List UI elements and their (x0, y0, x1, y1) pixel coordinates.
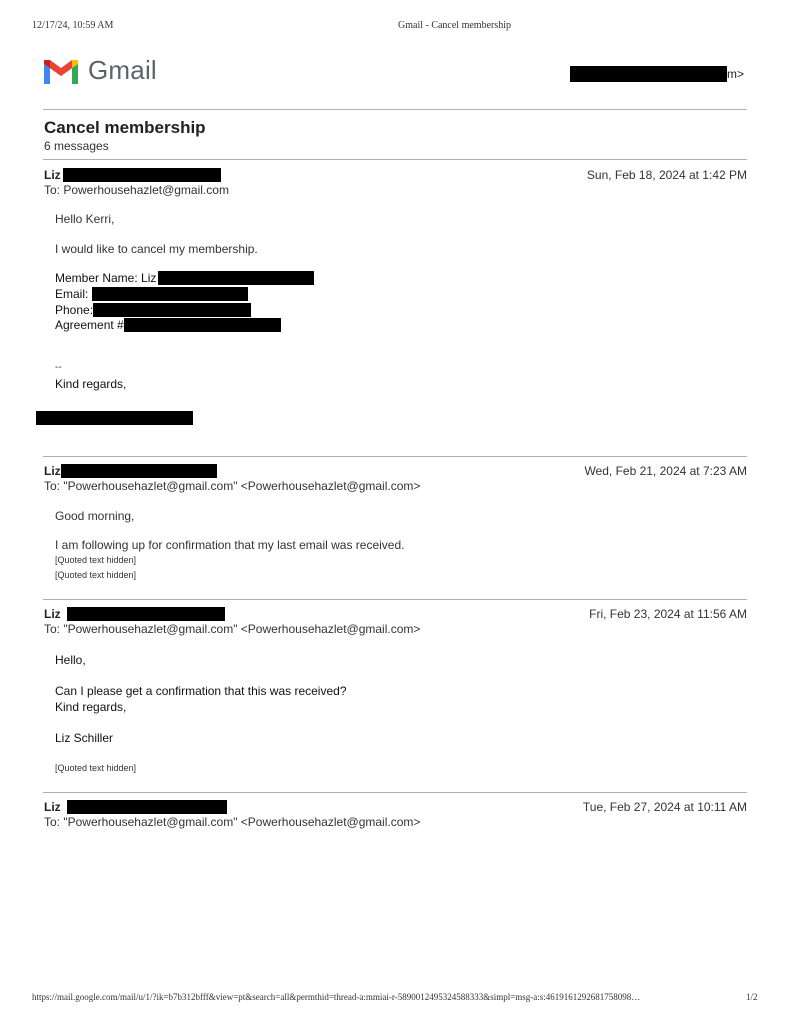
message-date: Wed, Feb 21, 2024 at 7:23 AM (584, 464, 747, 478)
message-date: Tue, Feb 27, 2024 at 10:11 AM (582, 800, 747, 814)
redaction-block (92, 287, 248, 301)
account-address (570, 66, 744, 82)
field-label: Email: (55, 287, 89, 301)
print-footer-url: https://mail.google.com/mail/u/1/?ik=b7b312bfff&view=pt&search=all&permthid=thread-a:mmiai-r-5890012495324588333&simpl=msg-a:s:4619161292681758098… (32, 992, 641, 1002)
message-recipient: To: Powerhousehazlet@gmail.com (44, 183, 229, 197)
print-datetime: 12/17/24, 10:59 AM (32, 20, 114, 31)
message-sender (44, 800, 227, 814)
quoted-text-toggle[interactable]: [Quoted text hidden] (55, 570, 137, 580)
gmail-logo (42, 55, 157, 86)
redaction-block (124, 318, 281, 332)
message-body-line: Can I please get a confirmation that this was received? (55, 684, 347, 698)
thread-message-count: 6 messages (44, 139, 109, 153)
divider (43, 599, 747, 600)
phone-line (55, 303, 251, 317)
agreement-line (55, 318, 281, 332)
email-line (55, 287, 248, 301)
divider (43, 109, 747, 110)
redaction-block (61, 464, 217, 478)
gmail-wordmark: Gmail (88, 55, 157, 85)
redaction-block (36, 411, 193, 425)
message-recipient: To: "Powerhousehazlet@gmail.com" <Powerhousehazlet@gmail.com> (44, 815, 421, 829)
message-body-line: Hello, (55, 653, 86, 667)
redaction-block (570, 66, 727, 82)
thread-subject: Cancel membership (44, 118, 206, 137)
member-name-line (55, 271, 314, 285)
quoted-text-toggle[interactable]: [Quoted text hidden] (55, 763, 137, 773)
divider (43, 792, 747, 793)
message-signature: Liz Schiller (55, 731, 114, 745)
account-suffix: m> (727, 67, 745, 81)
message-closing: Kind regards, (55, 377, 127, 391)
field-label: Agreement # (55, 318, 124, 332)
sender-name: Liz (44, 800, 61, 814)
print-page-number: 1/2 (746, 992, 758, 1002)
divider (43, 159, 747, 160)
sender-name: Liz (44, 168, 61, 182)
message-sender (44, 168, 221, 182)
sender-name: Liz (44, 607, 61, 621)
redaction-block (67, 800, 227, 814)
message-body-line: Good morning, (55, 509, 135, 523)
message-date: Fri, Feb 23, 2024 at 11:56 AM (589, 607, 747, 621)
divider (43, 456, 747, 457)
signature-separator: -- (55, 362, 62, 373)
message-body-line: Hello Kerri, (55, 212, 115, 226)
redaction-block (158, 271, 314, 285)
message-recipient: To: "Powerhousehazlet@gmail.com" <Powerhousehazlet@gmail.com> (44, 479, 421, 493)
field-label: Phone: (55, 303, 94, 317)
field-label: Member Name: Liz (55, 271, 157, 285)
redaction-block (67, 607, 225, 621)
message-recipient: To: "Powerhousehazlet@gmail.com" <Powerhousehazlet@gmail.com> (44, 622, 421, 636)
print-title: Gmail - Cancel membership (398, 20, 512, 31)
message-body-line: I am following up for confirmation that my last email was received. (55, 538, 405, 552)
redaction-block (93, 303, 251, 317)
message-body-line: I would like to cancel my membership. (55, 242, 258, 256)
quoted-text-toggle[interactable]: [Quoted text hidden] (55, 555, 137, 565)
message-date: Sun, Feb 18, 2024 at 1:42 PM (586, 168, 747, 182)
sender-name: Liz (44, 464, 61, 478)
message-sender (44, 464, 217, 478)
redaction-block (63, 168, 221, 182)
message-sender (44, 607, 225, 621)
gmail-m-icon (42, 56, 80, 86)
message-closing: Kind regards, (55, 700, 127, 714)
